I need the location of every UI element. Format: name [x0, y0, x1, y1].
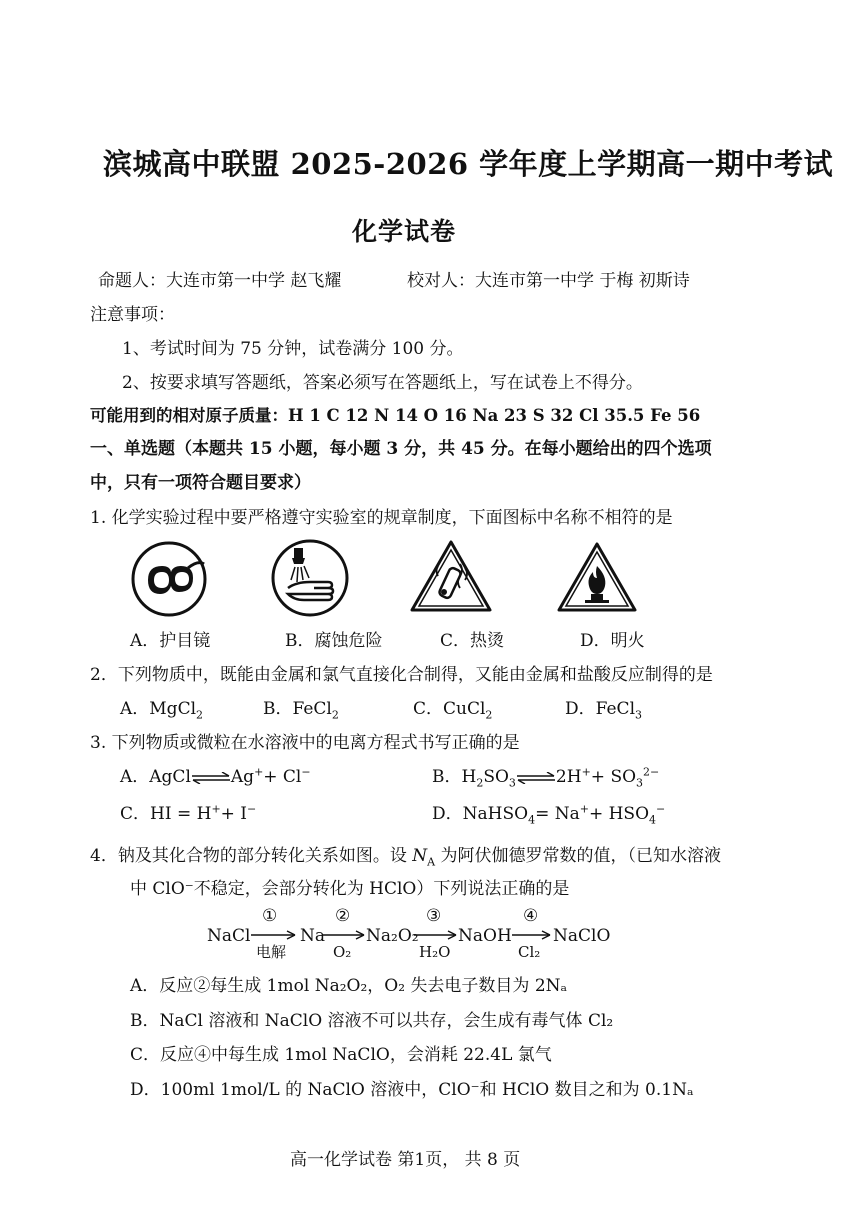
- notes-heading: 注意事项：: [90, 305, 175, 325]
- reaction-arrow-icon: [512, 930, 552, 940]
- q4-stem-line2: 中 ClO⁻不稳定，会部分转化为 HClO）下列说法正确的是: [130, 879, 570, 899]
- q2-option-d: D．FeCl$_3$: [565, 699, 643, 722]
- goggles-icon: [130, 540, 208, 618]
- q3-stem: 3. 下列物质或微粒在水溶液中的电离方程式书写正确的是: [90, 733, 520, 753]
- q2-option-c: C．CuCl$_2$: [413, 699, 493, 722]
- scheme-species: Na₂O₂: [366, 926, 419, 946]
- scheme-species: NaClO: [553, 926, 611, 946]
- q1-option-c: C．热烫: [440, 631, 505, 651]
- scheme-species: Na: [300, 926, 326, 946]
- scheme-step-number: ②: [335, 906, 351, 926]
- scheme-species: NaCl: [207, 926, 251, 946]
- q3-option-a: A．AgCl Ag++ Cl−: [120, 765, 311, 787]
- section-heading-line1: 一、单选题（本题共 15 小题，每小题 3 分，共 45 分。在每小题给出的四个选项: [90, 439, 712, 459]
- note-item: 1、考试时间为 75 分钟，试卷满分 100 分。: [122, 339, 464, 359]
- q3-option-c: C．HI = H++ I−: [120, 802, 257, 824]
- q1-option-a: A．护目镜: [130, 631, 211, 651]
- scheme-species: NaOH: [458, 926, 512, 946]
- note-item: 2、按要求填写答题纸，答案必须写在答题纸上，写在试卷上不得分。: [122, 373, 643, 393]
- exam-title: 滨城高中联盟 2025-2026 学年度上学期高一期中考试: [103, 147, 834, 181]
- scheme-condition: H₂O: [419, 943, 451, 961]
- atomic-mass-line: 可能用到的相对原子质量：H 1 C 12 N 14 O 16 Na 23 S 32 Cl 35.5 Fe 56: [90, 406, 701, 425]
- q2-stem: 2．下列物质中，既能由金属和氯气直接化合制得，又能由金属和盐酸反应制得的是: [90, 665, 713, 685]
- equilibrium-arrow-icon: [191, 772, 231, 784]
- open-flame-icon: [555, 540, 639, 616]
- scheme-step-number: ①: [262, 906, 278, 926]
- scheme-condition: O₂: [333, 943, 352, 961]
- q3-option-b: B．$H_2SO_3$ $2H^++ SO_3^{2-}$: [432, 765, 660, 790]
- authors-line: 命题人：大连市第一中学 赵飞耀: [98, 271, 342, 291]
- reviewers-line: 校对人：大连市第一中学 于梅 初斯诗: [407, 271, 690, 291]
- q1-option-b: B．腐蚀危险: [285, 631, 383, 651]
- q3-option-d: D．NaHSO$_4$= $Na^++ HSO_4^-$: [432, 802, 666, 827]
- reaction-arrow-icon: [251, 930, 297, 940]
- scheme-step-number: ③: [426, 906, 442, 926]
- q4-option-b: B．NaCl 溶液和 NaClO 溶液不可以共存，会生成有毒气体 Cl₂: [130, 1011, 614, 1031]
- scheme-condition: Cl₂: [518, 943, 541, 961]
- q1-option-d: D．明火: [580, 631, 645, 651]
- q4-option-c: C．反应④中每生成 1mol NaClO，会消耗 22.4L 氯气: [130, 1045, 552, 1065]
- section-heading-line2: 中，只有一项符合题目要求）: [90, 473, 311, 493]
- exam-subtitle: 化学试卷: [352, 217, 457, 246]
- hot-surface-icon: [408, 538, 494, 616]
- reaction-arrow-icon: [322, 930, 366, 940]
- q2-option-a: A．MgCl$_2$: [120, 699, 204, 722]
- corrosive-icon: [270, 538, 350, 618]
- scheme-condition: 电解: [256, 943, 287, 961]
- reaction-arrow-icon: [414, 930, 458, 940]
- scheme-step-number: ④: [523, 906, 539, 926]
- q4-option-d: D．100ml 1mol/L 的 NaClO 溶液中，ClO⁻和 HClO 数目之和为 0.1Nₐ: [130, 1080, 694, 1100]
- q4-option-a: A．反应②每生成 1mol Na₂O₂，O₂ 失去电子数目为 2Nₐ: [130, 976, 568, 996]
- equilibrium-arrow-icon: [516, 772, 556, 784]
- q1-stem: 1. 化学实验过程中要严格遵守实验室的规章制度，下面图标中名称不相符的是: [90, 508, 673, 528]
- page-footer: 高一化学试卷 第1页， 共 8 页: [290, 1150, 521, 1170]
- q4-stem-line1: 4．钠及其化合物的部分转化关系如图。设 $N_A$ 为阿伏伽德罗常数的值，（已知水溶液: [90, 846, 721, 869]
- q2-option-b: B．FeCl$_2$: [263, 699, 339, 722]
